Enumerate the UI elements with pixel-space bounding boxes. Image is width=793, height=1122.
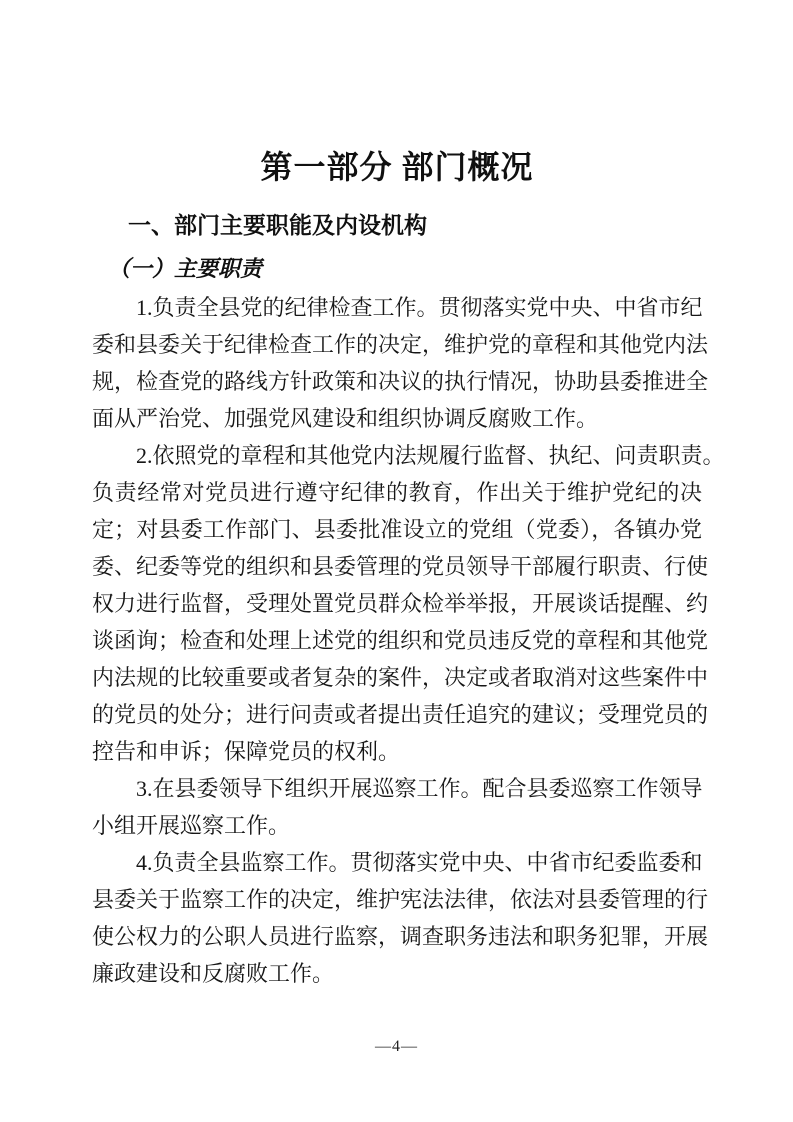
text-line: 控告和申诉；保障党员的权利。: [92, 739, 401, 764]
body-text: [92, 289, 725, 992]
text-line: 内法规的比较重要或者复杂的案件，决定或者取消对这些案件中: [92, 665, 709, 690]
section-heading: 一、部门主要职能及内设机构: [128, 212, 427, 238]
paragraph: [92, 844, 709, 992]
text-line: 定；对县委工作部门、县委批准设立的党组（党委），各镇办党: [92, 517, 702, 542]
subsection-heading: （一）主要职责: [108, 256, 263, 281]
text-line: 4.负责全县监察工作。贯彻落实党中央、中省市纪委监委和: [136, 850, 703, 875]
paragraph: [92, 289, 709, 437]
text-line: 负责经常对党员进行遵守纪律的教育，作出关于维护党纪的决: [92, 480, 702, 505]
text-line: 委和县委关于纪律检查工作的决定，维护党的章程和其他党内法: [92, 332, 709, 357]
text-line: 3.在县委领导下组织开展巡察工作。配合县委巡察工作领导: [136, 776, 703, 801]
text-line: 廉政建设和反腐败工作。: [92, 961, 335, 986]
text-line: 小组开展巡察工作。: [92, 813, 291, 838]
text-line: 使公权力的公职人员进行监察，调查职务违法和职务犯罪，开展: [92, 924, 709, 949]
text-line: 委、纪委等党的组织和县委管理的党员领导干部履行职责、行使: [92, 554, 709, 579]
text-line: 谈函询；检查和处理上述党的组织和党员违反党的章程和其他党: [92, 628, 709, 653]
page-title: 第一部分 部门概况: [260, 149, 534, 185]
paragraph: [92, 437, 725, 770]
text-line: 1.负责全县党的纪律检查工作。贯彻落实党中央、中省市纪: [136, 295, 703, 320]
text-line: 2.依照党的章程和其他党内法规履行监督、执纪、问责职责。: [136, 443, 725, 468]
text-line: 权力进行监督，受理处置党员群众检举举报，开展谈话提醒、约: [92, 591, 709, 616]
text-line: 面从严治党、加强党风建设和组织协调反腐败工作。: [92, 406, 599, 431]
page-content: [92, 146, 725, 992]
page-number: —4—: [375, 1038, 418, 1055]
text-line: 县委关于监察工作的决定，维护宪法法律，依法对县委管理的行: [92, 887, 709, 912]
paragraph: [92, 770, 702, 844]
text-line: 规，检查党的路线方针政策和决议的执行情况，协助县委推进全: [92, 369, 709, 394]
text-line: 的党员的处分；进行问责或者提出责任追究的建议；受理党员的: [92, 702, 709, 727]
